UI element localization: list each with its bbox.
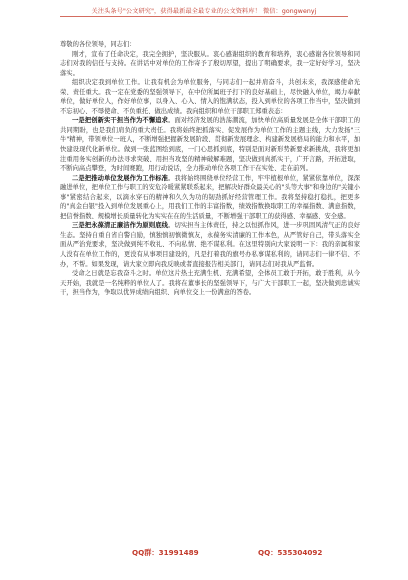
- paragraph-text: 。切实担当主体责任，持之以恒抓作风，进一步巩固风清气正的良好生态。坚持自重自省自警自励，慎独慎初慎微慎友，永葆务实清廉的工作本色，从严管好自己，带头落实全面从严治党要求，坚决做到纯不收礼、不向私情、绝不谋私利。在这里特别向大家说明一下：我的亲属和家人没有在单位工作的，更没有从事项目建设的，凡是打着我的旗号办私事谋私利的，请同志们一律不信、不办，不帮。如果发现，请大家立即向我反映或者直接报告相关部门，请同志们对我从严监督。: [60, 222, 361, 268]
- paragraph-5: [60, 221, 360, 269]
- paragraph-lead: 三是把永葆清正廉洁作为原则底线: [72, 222, 169, 230]
- paragraph-3: [60, 116, 360, 173]
- header-rule: [60, 16, 348, 17]
- salutation: 尊敬的各位领导，同志们：: [60, 41, 136, 48]
- footer-qq-group: QQ群：31991489: [132, 548, 199, 557]
- page-footer: [0, 548, 408, 564]
- paragraph-text: 。我将始终围绕单位经营工作，牢牢植根单位，紧紧依靠单位，深深融进单位，把单位工作与职工的安危冷暖紧紧联系起来，把解决好群众最关心的"头等大事"和身边的"关键小事"紧密结合起来，以滴水穿石的精神和久久为功的韧劲抓好经营管理工作。我将坚持稳打稳扎，把更多的"真金白银"投入到单位发展重心上，用我们工作的丰富指数，绩效指数换取职工的幸福指数、满意指数，把信誉指数、规模增长质量转化为实实在在的生活质量，不断增强干部职工的获得感、幸福感、安全感。: [60, 174, 361, 220]
- page-header: [0, 0, 408, 30]
- paragraph-4: [60, 174, 360, 222]
- document-body: [60, 40, 360, 298]
- header-banner: 关注头条号"公文研究"，获得最新最全最专业的公文资料库！ 微信：gongwenyj: [91, 8, 317, 15]
- paragraph-text: 受命之日就是忘我奋斗之时。单位这片热土充满生机、充满希望，全体员工敢于开拓，敢于胜利，从今天开始，我就是一名纯粹的单位人了。我将在董事长的坚强领导下，与广大干部职工一起，坚决做到忠诚实干，担当作为，争取以优异成绩向组织、向单位交上一份满意的答卷。: [60, 270, 360, 297]
- paragraph-lead: 一是把创新实干担当作为不懈追求: [72, 117, 169, 125]
- paragraph-lead: 二是把推动单位发展作为工作标准: [72, 174, 169, 182]
- paragraph-2: [60, 78, 360, 116]
- paragraph-text: 组织决定我到单位工作。让我有机会为单位服务，与同志们一起并肩奋斗，共创未来，我深感使命光荣、责任重大。我一定在党委的坚强领导下，在中位所属班子打下的良好基础上，尽快融入单位，竭力奉献单位，做好单位人，作好单位事，以身入、心入、情入的饱满状态，投入到单位的各项工作当中，坚决做到不忘初心、不辱使命、不负重托、做出成绩。我向组织和单位干部职工郑重表态：: [60, 79, 360, 115]
- paragraph-text: 。面对经济发展的浩荡潮流，加快单位高质量发展是全体干部职工的共同期盼，也是我们肩负的重大责任。我将始终把抓落实、促发展作为单位工作的主题主线，大力发扬"三牛"精神，带领单位一班人，不断增强把握新发展阶段、贯彻新发展理念、构建新发展格局的能力和水平，加快建设现代化新单位。做到一张蓝图绘到底，一门心思抓到底，特别是面对新形势新要求新挑战，我将更加注重用务实创新的办法寻求突破、用担当攻坚的精神破解难题，坚决做到真抓实干，广开言路，开拓进取，不断向高点攀登，为时间赛跑，用行动说话，全力推动单位各项工作干在实处、走在前列。: [60, 117, 361, 173]
- footer-qq-contact: QQ：535304092: [258, 548, 323, 557]
- paragraph-text: 刚才，宣布了任命决定，我完全拥护，坚决服从。衷心感谢组织的教育和培养，衷心感谢各位领导和同志们对我的信任与支持。在讲话中对单位的工作寄予了殷切厚望，提出了明确要求，我一定好好学习，坚决落实。: [60, 50, 360, 77]
- paragraph-6: [60, 269, 360, 298]
- paragraph-1: [60, 50, 360, 79]
